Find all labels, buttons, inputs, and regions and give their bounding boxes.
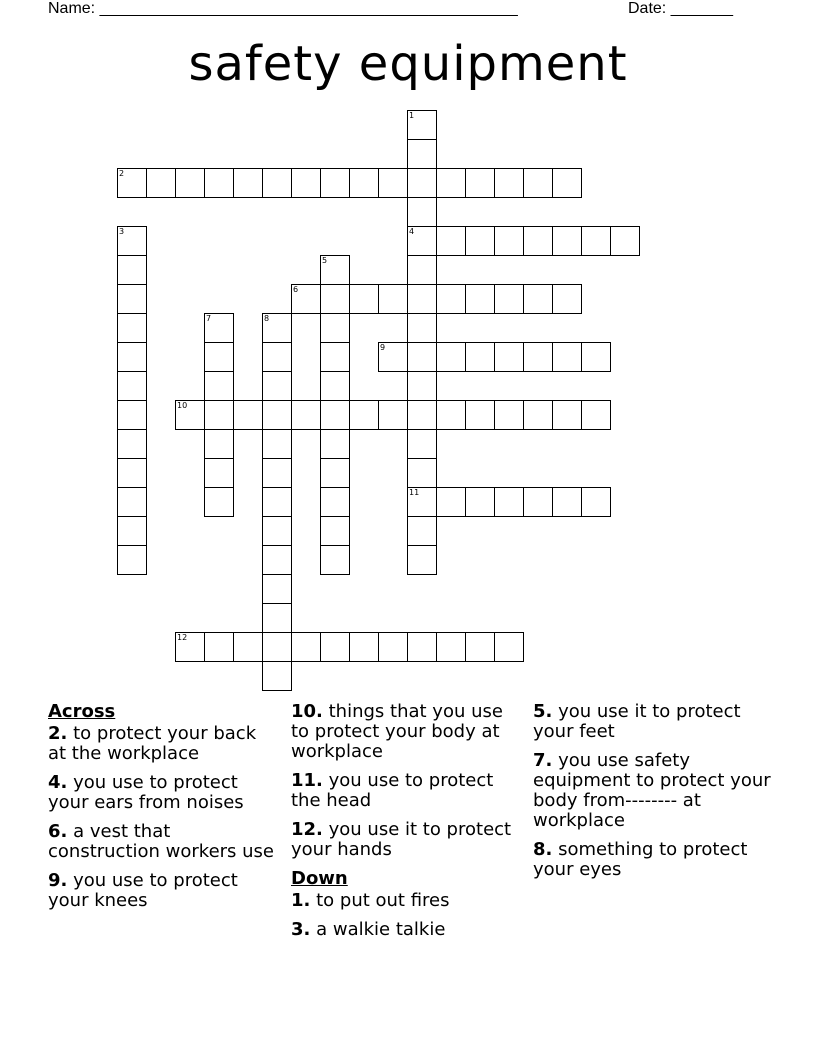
- clue-item: [533, 751, 773, 831]
- grid-cell[interactable]: [407, 632, 437, 662]
- grid-cell[interactable]: [117, 400, 147, 430]
- clue-number: 3.: [291, 919, 311, 940]
- name-line: Name: _______________________________________________: [48, 0, 518, 17]
- clue-item: [291, 820, 521, 860]
- grid-cell[interactable]: [407, 371, 437, 401]
- cell-number: 10: [177, 401, 188, 410]
- grid-cell[interactable]: [262, 342, 292, 372]
- grid-cell[interactable]: [407, 545, 437, 575]
- grid-cell[interactable]: [436, 487, 466, 517]
- clue-text: you use to protect the head: [291, 770, 494, 811]
- grid-cell[interactable]: [262, 603, 292, 633]
- grid-cell[interactable]: [262, 313, 292, 343]
- grid-cell[interactable]: [320, 516, 350, 546]
- grid-cell[interactable]: [407, 226, 437, 256]
- grid-cell[interactable]: [494, 342, 524, 372]
- grid-cell[interactable]: [117, 487, 147, 517]
- grid-cell[interactable]: [175, 400, 205, 430]
- clue-item: [291, 771, 521, 811]
- grid-cell[interactable]: [146, 168, 176, 198]
- grid-cell[interactable]: [407, 197, 437, 227]
- grid-cell[interactable]: [494, 632, 524, 662]
- grid-cell[interactable]: [262, 458, 292, 488]
- grid-cell[interactable]: [175, 168, 205, 198]
- grid-cell[interactable]: [320, 255, 350, 285]
- date-line: Date: _______: [628, 0, 733, 17]
- clue-item: [48, 773, 278, 813]
- cell-number: 9: [380, 343, 386, 352]
- clue-item: [48, 871, 278, 911]
- grid-cell[interactable]: [320, 545, 350, 575]
- grid-cell[interactable]: [117, 516, 147, 546]
- page-title: safety equipment: [188, 36, 628, 92]
- grid-cell[interactable]: [262, 400, 292, 430]
- clue-text: you use to protect your knees: [48, 870, 238, 911]
- grid-cell[interactable]: [291, 284, 321, 314]
- clue-text: things that you use to protect your body at workplace: [291, 701, 503, 762]
- cell-number: 4: [409, 227, 415, 236]
- grid-cell[interactable]: [407, 400, 437, 430]
- grid-cell[interactable]: [494, 400, 524, 430]
- grid-cell[interactable]: [436, 632, 466, 662]
- clue-number: 9.: [48, 870, 68, 891]
- clue-text: a walkie talkie: [310, 919, 446, 940]
- grid-cell[interactable]: [233, 400, 263, 430]
- grid-cell[interactable]: [320, 458, 350, 488]
- grid-cell[interactable]: [407, 516, 437, 546]
- grid-cell[interactable]: [552, 168, 582, 198]
- grid-cell[interactable]: [233, 168, 263, 198]
- grid-cell[interactable]: [523, 487, 553, 517]
- clue-number: 2.: [48, 723, 68, 744]
- grid-cell[interactable]: [581, 226, 611, 256]
- grid-cell[interactable]: [581, 487, 611, 517]
- grid-cell[interactable]: [291, 168, 321, 198]
- grid-cell[interactable]: [117, 168, 147, 198]
- clue-text: something to protect your eyes: [533, 839, 748, 880]
- grid-cell[interactable]: [552, 226, 582, 256]
- grid-cell[interactable]: [523, 168, 553, 198]
- grid-cell[interactable]: [117, 545, 147, 575]
- clue-number: 8.: [533, 839, 553, 860]
- grid-cell[interactable]: [349, 400, 379, 430]
- grid-cell[interactable]: [378, 284, 408, 314]
- grid-cell[interactable]: [378, 168, 408, 198]
- grid-cell[interactable]: [320, 400, 350, 430]
- grid-cell[interactable]: [436, 284, 466, 314]
- clues-column-1: [48, 702, 278, 920]
- grid-cell[interactable]: [117, 226, 147, 256]
- grid-cell[interactable]: [465, 487, 495, 517]
- grid-cell[interactable]: [523, 342, 553, 372]
- clue-item: [48, 724, 278, 764]
- grid-cell[interactable]: [378, 632, 408, 662]
- clue-number: 1.: [291, 890, 311, 911]
- grid-cell[interactable]: [349, 168, 379, 198]
- grid-cell[interactable]: [320, 487, 350, 517]
- grid-cell[interactable]: [436, 400, 466, 430]
- cell-number: 12: [177, 633, 188, 642]
- grid-cell[interactable]: [407, 168, 437, 198]
- grid-cell[interactable]: [117, 429, 147, 459]
- grid-cell[interactable]: [407, 284, 437, 314]
- grid-cell[interactable]: [552, 487, 582, 517]
- grid-cell[interactable]: [117, 284, 147, 314]
- grid-cell[interactable]: [204, 429, 234, 459]
- grid-cell[interactable]: [436, 168, 466, 198]
- grid-cell[interactable]: [262, 545, 292, 575]
- grid-cell[interactable]: [465, 342, 495, 372]
- grid-cell[interactable]: [465, 168, 495, 198]
- grid-cell[interactable]: [494, 226, 524, 256]
- grid-cell[interactable]: [523, 226, 553, 256]
- grid-cell[interactable]: [262, 574, 292, 604]
- grid-cell[interactable]: [552, 284, 582, 314]
- grid-cell[interactable]: [175, 632, 205, 662]
- clue-item: [291, 702, 521, 762]
- clue-text: you use it to protect your feet: [533, 701, 741, 742]
- grid-cell[interactable]: [262, 516, 292, 546]
- grid-cell[interactable]: [436, 342, 466, 372]
- grid-cell[interactable]: [378, 400, 408, 430]
- cell-number: 5: [322, 256, 328, 265]
- clue-number: 11.: [291, 770, 323, 791]
- grid-cell[interactable]: [320, 284, 350, 314]
- grid-cell[interactable]: [407, 429, 437, 459]
- clues-column-2: [291, 702, 521, 949]
- grid-cell[interactable]: [117, 371, 147, 401]
- grid-cell[interactable]: [204, 458, 234, 488]
- cell-number: 8: [264, 314, 270, 323]
- cell-number: 3: [119, 227, 125, 236]
- clue-text: to put out fires: [310, 890, 450, 911]
- grid-cell[interactable]: [436, 226, 466, 256]
- clues-column-3: [533, 702, 773, 889]
- cell-number: 1: [409, 111, 415, 120]
- grid-cell[interactable]: [552, 400, 582, 430]
- grid-cell[interactable]: [349, 632, 379, 662]
- cell-number: 11: [409, 488, 420, 497]
- cell-number: 7: [206, 314, 212, 323]
- clue-number: 5.: [533, 701, 553, 722]
- grid-cell[interactable]: [291, 400, 321, 430]
- grid-cell[interactable]: [465, 400, 495, 430]
- clue-item: [533, 840, 773, 880]
- grid-cell[interactable]: [581, 400, 611, 430]
- clue-number: 6.: [48, 821, 68, 842]
- clue-text: a vest that construction workers use: [48, 821, 275, 862]
- grid-cell[interactable]: [320, 313, 350, 343]
- grid-cell[interactable]: [320, 371, 350, 401]
- grid-cell[interactable]: [204, 168, 234, 198]
- grid-cell[interactable]: [204, 487, 234, 517]
- grid-cell[interactable]: [204, 632, 234, 662]
- grid-cell[interactable]: [320, 632, 350, 662]
- grid-cell[interactable]: [465, 284, 495, 314]
- grid-cell[interactable]: [204, 313, 234, 343]
- grid-cell[interactable]: [117, 342, 147, 372]
- grid-cell[interactable]: [581, 342, 611, 372]
- clue-text: you use it to protect your hands: [291, 819, 512, 860]
- clue-item: [291, 920, 521, 940]
- clue-item: [48, 822, 278, 862]
- clue-text: you use to protect your ears from noises: [48, 772, 244, 813]
- grid-cell[interactable]: [523, 400, 553, 430]
- grid-cell[interactable]: [407, 313, 437, 343]
- grid-cell[interactable]: [291, 632, 321, 662]
- grid-cell[interactable]: [523, 284, 553, 314]
- grid-cell[interactable]: [262, 371, 292, 401]
- grid-cell[interactable]: [465, 226, 495, 256]
- grid-cell[interactable]: [465, 632, 495, 662]
- grid-cell[interactable]: [378, 342, 408, 372]
- clue-number: 4.: [48, 772, 68, 793]
- grid-cell[interactable]: [552, 342, 582, 372]
- grid-cell[interactable]: [494, 168, 524, 198]
- clue-number: 12.: [291, 819, 323, 840]
- grid-cell[interactable]: [204, 342, 234, 372]
- grid-cell[interactable]: [407, 255, 437, 285]
- grid-cell[interactable]: [407, 458, 437, 488]
- grid-cell[interactable]: [320, 168, 350, 198]
- grid-cell[interactable]: [262, 487, 292, 517]
- down-heading: Down: [291, 868, 348, 889]
- clue-item: [291, 891, 521, 911]
- grid-cell[interactable]: [262, 632, 292, 662]
- grid-cell[interactable]: [407, 139, 437, 169]
- grid-cell[interactable]: [204, 400, 234, 430]
- grid-cell[interactable]: [320, 342, 350, 372]
- cell-number: 2: [119, 169, 125, 178]
- grid-cell[interactable]: [262, 168, 292, 198]
- grid-cell[interactable]: [262, 661, 292, 691]
- grid-cell[interactable]: [494, 284, 524, 314]
- clue-text: to protect your back at the workplace: [48, 723, 257, 764]
- clue-number: 10.: [291, 701, 323, 722]
- cell-number: 6: [293, 285, 299, 294]
- grid-cell[interactable]: [320, 429, 350, 459]
- grid-cell[interactable]: [262, 429, 292, 459]
- grid-cell[interactable]: [233, 632, 263, 662]
- grid-cell[interactable]: [204, 371, 234, 401]
- grid-cell[interactable]: [407, 487, 437, 517]
- grid-cell[interactable]: [117, 313, 147, 343]
- across-heading: Across: [48, 701, 116, 722]
- grid-cell[interactable]: [349, 284, 379, 314]
- grid-cell[interactable]: [407, 110, 437, 140]
- grid-cell[interactable]: [117, 458, 147, 488]
- grid-cell[interactable]: [610, 226, 640, 256]
- clue-text: you use safety equipment to protect your body from-------- at workplace: [533, 750, 771, 831]
- grid-cell[interactable]: [117, 255, 147, 285]
- grid-cell[interactable]: [407, 342, 437, 372]
- grid-cell[interactable]: [494, 487, 524, 517]
- clue-item: [533, 702, 773, 742]
- clue-number: 7.: [533, 750, 553, 771]
